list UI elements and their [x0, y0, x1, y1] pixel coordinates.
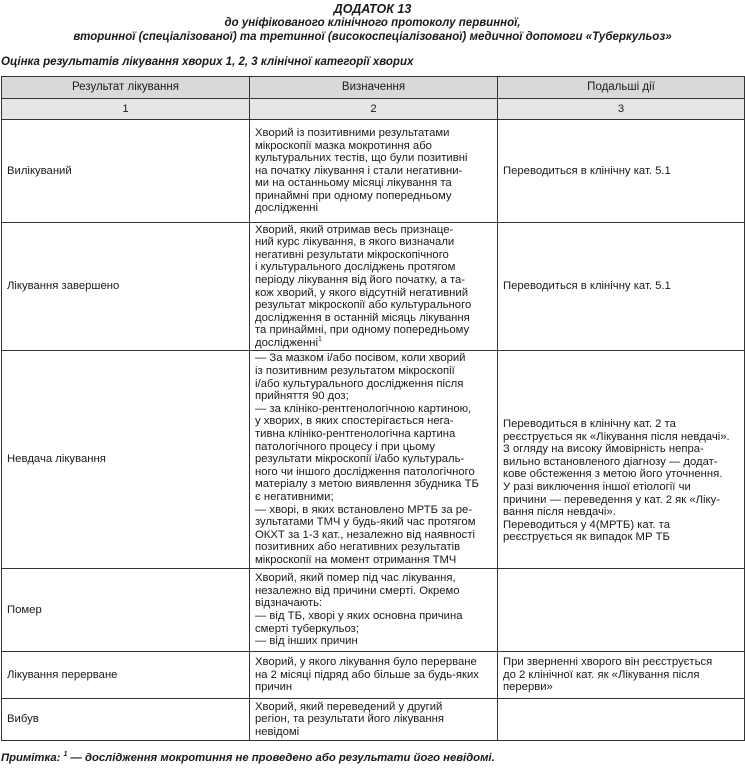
definition-cell — [250, 351, 498, 569]
table-row — [2, 652, 745, 699]
definition-line: матеріалу з метою виявлення збудника ТБ — [255, 478, 479, 491]
definition-line: — від інших причин — [255, 635, 358, 648]
definition-line: — за клініко-рентгенологічною картиною, — [255, 402, 472, 415]
action-cell — [498, 699, 745, 741]
action-line: перерви» — [503, 681, 553, 694]
action-cell — [498, 120, 745, 223]
definition-line: на 2 місяці підряд або більше за будь-яких — [255, 668, 479, 681]
header-actions: Подальші дії — [498, 77, 745, 99]
table-row — [2, 699, 745, 741]
definition-line: позитивних або негативних результатів — [255, 541, 461, 554]
action-line: кове обстеження з метою його уточнення. — [503, 468, 723, 481]
definition-cell — [250, 120, 498, 223]
definition-line: кож хворий, у якого відсутній негативний — [255, 286, 469, 299]
definition-line: ний курс лікування, в якого визначали — [255, 236, 455, 249]
action-cell — [498, 351, 745, 569]
definition-line: причин — [255, 681, 293, 694]
column-number-3: 3 — [498, 99, 745, 120]
header-definition: Визначення — [250, 77, 498, 99]
definition-line: із позитивним результатом мікроскопії — [255, 365, 455, 378]
result-cell: Вибув — [2, 699, 250, 741]
definition-line: незалежно від причини смерті. Окремо — [255, 584, 460, 597]
table-row — [2, 120, 745, 223]
action-line: Переводиться у 4(МРТБ) кат. та — [503, 518, 670, 531]
action-line: З огляду на високу ймовірність непра- — [503, 443, 704, 456]
action-line: причини — переведення у кат. 2 як «Ліку- — [503, 493, 721, 506]
definition-line: прийняття 90 доз; — [255, 390, 349, 403]
definition-line: — За мазком і/або посівом, коли хворий — [255, 352, 466, 365]
definition-line: негативні результати мікроскопічного — [255, 248, 449, 261]
definition-cell — [250, 652, 498, 699]
action-cell — [498, 569, 745, 652]
definition-line: періоду лікування від його початку, а та- — [255, 273, 466, 286]
appendix-title: ДОДАТОК 13 — [333, 2, 412, 16]
action-line: вання після невдачі». — [503, 506, 616, 519]
footnote-marker: 1 — [63, 751, 68, 759]
definition-line: Хворий, який отримав весь признаце- — [255, 223, 454, 236]
definition-line: Хворий, який переведений у другий — [255, 700, 443, 713]
definition-line: результат мікроскопії або культурального — [255, 299, 472, 312]
action-line: вильно встановленого діагнозу — додат- — [503, 455, 718, 468]
action-line: реєструється як «Лікування після невдачі». — [503, 430, 730, 443]
footnote-prefix: Примітка: — [1, 752, 64, 764]
result-cell: Вилікуваний — [2, 120, 250, 223]
definition-line: Хворий із позитивними результатами — [255, 126, 450, 139]
definition-line: регіон, та результати його лікування — [255, 713, 444, 726]
appendix-subtitle-line-2: вторинної (спеціалізованої) та третинної (високоспеціалізованої) медичної допомоги «Туберкульоз» — [73, 31, 672, 43]
table-row — [2, 351, 745, 569]
footnote — [1, 752, 495, 765]
footnote-marker: 1 — [318, 336, 322, 344]
definition-line-text: дослідженні — [255, 336, 319, 349]
result-cell: Лікування завершено — [2, 223, 250, 351]
header-result: Результат лікування — [2, 77, 250, 99]
action-line: При зверненні хворого він реєструється — [503, 656, 713, 669]
table-header-row — [2, 77, 745, 99]
definition-cell — [250, 223, 498, 351]
definition-line: Хворий, у якого лікування було перерване — [255, 656, 477, 669]
definition-line: ОКХТ за 1-3 кат., незалежно від наявності — [255, 528, 476, 541]
definition-line: мікроскопії на момент отримання ТМЧ — [255, 553, 457, 566]
action-line: Переводиться в клінічну кат. 5.1 — [503, 164, 671, 177]
table-row — [2, 223, 745, 351]
column-number-2: 2 — [250, 99, 498, 120]
definition-line: ми на останньому місяці лікування та — [255, 177, 452, 190]
definition-line: та принаймні, при одному попередньому — [255, 324, 470, 337]
action-cell — [498, 652, 745, 699]
definition-line: невідомі — [255, 725, 300, 738]
definition-line: зультатами ТМЧ у будь-який час протягом — [255, 516, 476, 529]
table-row — [2, 569, 745, 652]
definition-line: на початку лікування і стали негативни- — [255, 164, 463, 177]
definition-line: культуральних тестів, що були позитивні — [255, 152, 468, 165]
result-cell: Лікування перерване — [2, 652, 250, 699]
column-number-1: 1 — [2, 99, 250, 120]
definition-line: відзначають: — [255, 597, 323, 610]
definition-line: — хворі, в яких встановлено МРТБ за ре- — [255, 503, 473, 516]
column-number-row — [2, 99, 745, 120]
definition-line: у хворих, в яких спостерігається нега- — [255, 415, 454, 428]
definition-cell — [250, 699, 498, 741]
definition-line: результати мікроскопії і/або культураль- — [255, 453, 465, 466]
definition-line: і/або культурального дослідження після — [255, 377, 464, 390]
definition-line — [255, 337, 492, 350]
definition-line: тивна клініко-рентгенологічна картина — [255, 428, 456, 441]
definition-line: дослідженні — [255, 202, 319, 215]
appendix-header — [0, 0, 745, 44]
definition-line: патологічного процесу і при цьому — [255, 440, 435, 453]
definition-line: мікроскопії мазка мокротиння або — [255, 139, 432, 152]
action-line: У разі виключення іншої етіології чи — [503, 481, 691, 493]
definition-line: ного чи іншого дослідження патологічного — [255, 465, 475, 478]
action-cell — [498, 223, 745, 351]
action-line: реєструється як випадок МР ТБ — [503, 531, 670, 544]
result-cell: Невдача лікування — [2, 351, 250, 569]
footnote-text: — дослідження мокротиння не проведено або результати його невідомі. — [67, 752, 495, 764]
action-line: до 2 клінічної кат. як «Лікування після — [503, 668, 700, 681]
definition-line: і культурального досліджень протягом — [255, 261, 456, 274]
action-line: Переводиться в клінічну кат. 5.1 — [503, 280, 671, 293]
definition-cell — [250, 569, 498, 652]
table-caption: Оцінка результатів лікування хворих 1, 2, 3 клінічної категорії хворих — [1, 56, 414, 68]
definition-line: дослідження в останній місяць лікування — [255, 311, 470, 324]
definition-line: смерті туберкульоз; — [255, 622, 359, 635]
definition-line: принаймні при одному попередньому — [255, 189, 452, 202]
definition-line: — від ТБ, хворі у яких основна причина — [255, 610, 463, 622]
definition-line: є негативними; — [255, 490, 334, 503]
action-line: Переводиться в клінічну кат. 2 та — [503, 418, 676, 431]
result-cell: Помер — [2, 569, 250, 652]
definition-line: Хворий, який помер під час лікування, — [255, 572, 456, 585]
appendix-subtitle-line-1: до уніфікованого клінічного протоколу первинної, — [224, 17, 521, 29]
treatment-results-table — [1, 76, 745, 741]
